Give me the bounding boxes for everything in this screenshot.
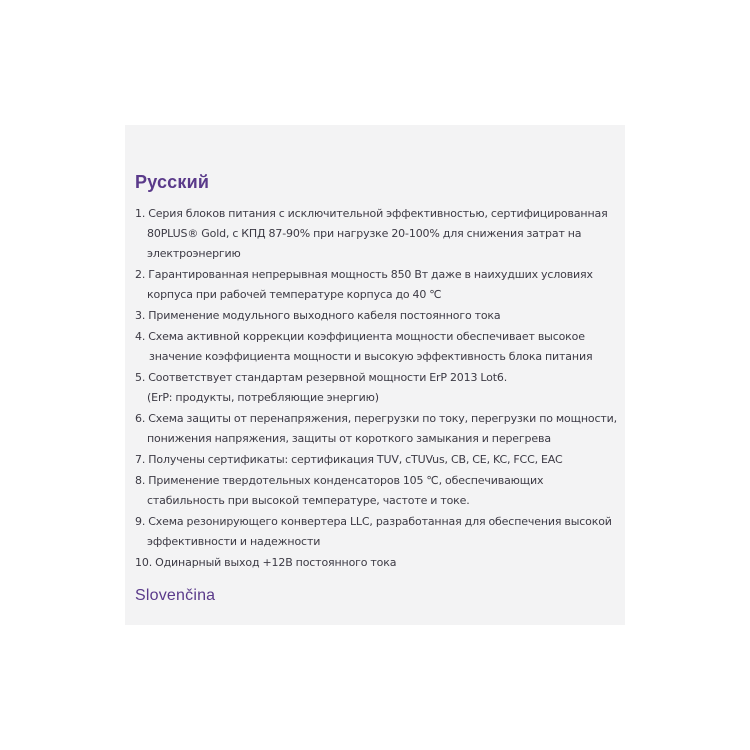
item-text: Соответствует стандартам резервной мощности ErP 2013 Lot6. (148, 371, 508, 384)
item-text: Применение модульного выходного кабеля постоянного тока (148, 309, 501, 322)
item-text: Схема резонирующего конвертера LLC, разработанная для обеспечения высокой (148, 515, 612, 528)
item-text: 80PLUS® Gold, с КПД 87-90% при нагрузке 20-100% для снижения затрат на (147, 227, 582, 240)
list-item (135, 327, 625, 367)
item-text: Серия блоков питания с исключительной эффективностью, сертифицированная (148, 207, 608, 220)
item-number: 5. (135, 371, 146, 384)
item-text: Схема активной коррекции коэффициента мощности обеспечивает высокое (148, 330, 585, 343)
item-text: электроэнергию (147, 247, 241, 260)
list-item (135, 409, 625, 449)
item-text: понижения напряжения, защиты от короткого замыкания и перегрева (147, 432, 551, 445)
item-number: 1. (135, 207, 146, 220)
list-item (135, 553, 625, 573)
section-heading-slovak: Slovenčina (135, 587, 216, 604)
item-text: стабильность при высокой температуре, частоте и токе. (147, 494, 470, 507)
feature-list (135, 204, 625, 573)
manual-page (125, 125, 625, 625)
item-text: Получены сертификаты: сертификация TUV, cTUVus, CB, CE, KC, FCC, EAC (148, 453, 563, 466)
list-item (135, 306, 625, 326)
item-text: Одинарный выход +12В постоянного тока (155, 556, 397, 569)
item-text: Схема защиты от перенапряжения, перегрузки по току, перегрузки по мощности, (148, 412, 617, 425)
list-item (135, 368, 625, 408)
item-text: Гарантированная непрерывная мощность 850 Вт даже в наихудших условиях (148, 268, 593, 281)
list-item (135, 450, 625, 470)
item-text: корпуса при рабочей температуре корпуса до 40 ℃ (147, 288, 442, 301)
item-text: Применение твердотельных конденсаторов 105 ℃, обеспечивающих (148, 474, 544, 487)
item-number: 8. (135, 474, 146, 487)
item-number: 4. (135, 330, 146, 343)
item-number: 9. (135, 515, 146, 528)
item-text: эффективности и надежности (147, 535, 321, 548)
list-item (135, 471, 625, 511)
item-text: значение коэффициента мощности и высокую эффективность блока питания (149, 350, 593, 363)
item-number: 10. (135, 556, 153, 569)
item-number: 3. (135, 309, 146, 322)
list-item (135, 265, 625, 305)
item-text: (ErP: продукты, потребляющие энергию) (147, 391, 379, 404)
list-item (135, 204, 625, 264)
section-heading-russian: Русский (135, 172, 210, 192)
item-number: 6. (135, 412, 146, 425)
list-item (135, 512, 625, 552)
item-number: 2. (135, 268, 146, 281)
item-number: 7. (135, 453, 146, 466)
